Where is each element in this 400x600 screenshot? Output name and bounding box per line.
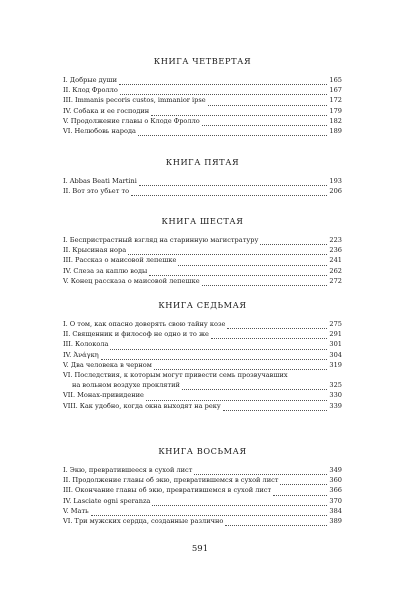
leader-dots [182, 382, 328, 390]
toc-entry-page: 370 [329, 496, 342, 505]
toc-entry[interactable] [63, 516, 342, 526]
leader-dots [194, 467, 327, 475]
toc-entry[interactable] [63, 235, 342, 245]
toc-entry-title-cont: на вольном воздухе проклятий [72, 381, 180, 390]
toc-list [63, 176, 342, 196]
toc-entry-page: 291 [329, 330, 342, 339]
toc-entry-title: III. Immanis pecoris custos, immanior ipse [63, 96, 206, 105]
toc-entry-page: 182 [329, 116, 342, 125]
toc-entry-title: I. Abbas Beati Martini [63, 177, 137, 185]
toc-entry-title: IV. Ἀνάγκη [63, 350, 99, 359]
toc-entry[interactable] [63, 360, 342, 370]
toc-entry-page: 236 [329, 246, 342, 255]
book-title: КНИГА ШЕСТАЯ [161, 216, 244, 226]
toc-list [63, 75, 342, 136]
toc-entry-title: II. Вот это убьет то [63, 187, 130, 196]
leader-dots [110, 342, 327, 350]
toc-entry-title: V. Два человека в черном [63, 360, 152, 369]
toc-entry-page: 179 [329, 106, 342, 115]
toc-entry[interactable] [63, 186, 342, 196]
toc-entry-page: 241 [329, 256, 342, 265]
toc-entry-page: 172 [329, 96, 342, 105]
leader-dots [227, 321, 327, 329]
toc-entry-page: 360 [329, 476, 342, 485]
toc-entry-title: I. Добрые души [63, 76, 118, 84]
toc-entry-title: I. Беспристрастный взгляд на старинную магистратуру [63, 236, 259, 244]
leader-dots [101, 352, 328, 360]
book-section [63, 157, 342, 196]
toc-entry-title: VI. Последствия, к которым могут привести семь прозвучавших [63, 371, 288, 380]
toc-entry[interactable] [63, 390, 342, 400]
book-title: КНИГА СЕДЬМАЯ [158, 300, 247, 310]
leader-dots [211, 331, 327, 339]
leader-dots [119, 77, 327, 85]
toc-entry[interactable] [63, 255, 342, 265]
toc-entry-page: 325 [329, 381, 342, 390]
toc-entry[interactable] [63, 85, 342, 95]
toc-entry-title: VI. Нелюбовь народа [63, 127, 136, 136]
toc-entry[interactable] [63, 401, 342, 411]
toc-entry-page: 165 [329, 76, 342, 84]
toc-list [63, 465, 342, 526]
toc-entry-page: 189 [329, 127, 342, 136]
toc-entry-page: 304 [329, 350, 342, 359]
toc-entry-title: II. Продолжение главы об экю, превратившемся в сухой лист [63, 476, 279, 485]
toc-entry[interactable] [63, 319, 342, 329]
toc-entry[interactable] [63, 496, 342, 506]
leader-dots [138, 128, 327, 136]
toc-entry-title: VIII. Как удобно, когда окна выходят на реку [63, 401, 221, 410]
leader-dots [131, 188, 327, 196]
toc-entry[interactable] [63, 465, 342, 475]
toc-entry-title: II. Клод Фролло [63, 86, 118, 95]
toc-entry-page: 339 [329, 401, 342, 410]
leader-dots [202, 118, 328, 126]
leader-dots [120, 87, 328, 95]
toc-entry-page: 275 [329, 320, 342, 328]
toc-entry-page: 330 [329, 391, 342, 400]
toc-entry[interactable] [63, 176, 342, 186]
leader-dots [128, 247, 327, 255]
book-section [63, 446, 342, 526]
toc-entry-title: II. Священник и философ не одно и то же [63, 330, 209, 339]
toc-entry[interactable] [63, 506, 342, 516]
leader-dots [225, 518, 327, 526]
toc-entry-title: II. Крысиная нора [63, 246, 127, 255]
leader-dots [139, 178, 328, 186]
leader-dots [151, 108, 327, 116]
toc-entry-page: 193 [329, 177, 342, 185]
leader-dots [149, 268, 327, 276]
leader-dots [154, 362, 328, 370]
toc-entry-title: V. Продолжение главы о Клоде Фролло [63, 116, 200, 125]
leader-dots [146, 393, 327, 401]
leader-dots [91, 508, 328, 516]
toc-entry[interactable] [63, 95, 342, 105]
toc-entry[interactable] [63, 266, 342, 276]
leader-dots [152, 498, 327, 506]
toc-entry-page: 366 [329, 486, 342, 495]
toc-entry-page: 349 [329, 466, 342, 474]
book-section [63, 216, 342, 286]
toc-entry-title: I. Экю, превратившееся в сухой лист [63, 466, 193, 474]
book-title: КНИГА ЧЕТВЕРТАЯ [153, 56, 252, 66]
toc-list [63, 235, 342, 286]
toc-entry[interactable] [63, 485, 342, 495]
toc-entry[interactable] [63, 350, 342, 360]
toc-entry-title: IV. Lasciate ogni speranza [63, 496, 151, 505]
toc-entry-page: 262 [329, 266, 342, 275]
toc-entry[interactable] [63, 475, 342, 485]
toc-entry-page: 206 [329, 187, 342, 196]
toc-entry-page: 272 [329, 276, 342, 285]
toc-entry-title: VI. Три мужских сердца, созданные различно [63, 517, 224, 526]
toc-entry-page: 384 [329, 506, 342, 515]
toc-entry-title: IV. Слеза за каплю воды [63, 266, 148, 275]
toc-entry[interactable] [63, 329, 342, 339]
leader-dots [178, 258, 327, 266]
toc-entry-title: III. Рассказ о маисовой лепешке [63, 256, 177, 265]
toc-entry-title: V. Конец рассказа о маисовой лепешке [63, 276, 200, 285]
toc-entry-page: 301 [329, 340, 342, 349]
toc-entry[interactable] [63, 276, 342, 286]
toc-entry[interactable] [63, 245, 342, 255]
toc-entry-title: III. Окончание главы об экю, превратившемся в сухой лист [63, 486, 272, 495]
toc-entry[interactable] [63, 75, 342, 85]
toc-entry[interactable] [63, 339, 342, 349]
leader-dots [202, 278, 328, 286]
toc-entry-page: 167 [329, 86, 342, 95]
toc-entry-page: 389 [329, 517, 342, 526]
page-number: 591 [191, 544, 209, 554]
book-section [63, 56, 342, 136]
toc-entry[interactable] [63, 126, 342, 136]
toc-entry[interactable] [63, 106, 342, 116]
toc-entry-page: 319 [329, 360, 342, 369]
toc-list [63, 319, 342, 411]
toc-entry-page: 223 [329, 236, 342, 244]
leader-dots [273, 488, 327, 496]
toc-entry-title: I. О том, как опасно доверять свою тайну козе [63, 320, 226, 328]
toc-entry[interactable] [63, 370, 342, 390]
leader-dots [223, 403, 328, 411]
leader-dots [280, 477, 327, 485]
toc-entry-title: V. Мать [63, 506, 89, 515]
toc-entry[interactable] [63, 116, 342, 126]
book-title: КНИГА ПЯТАЯ [165, 157, 240, 167]
leader-dots [208, 98, 328, 106]
toc-entry-title: VII. Монах-привидение [63, 391, 144, 400]
book-section [63, 300, 342, 411]
toc-entry-title: IV. Собака и ее господин [63, 106, 150, 115]
leader-dots [260, 237, 327, 245]
book-title: КНИГА ВОСЬМАЯ [158, 446, 247, 456]
toc-entry-title: III. Колокола [63, 340, 109, 349]
